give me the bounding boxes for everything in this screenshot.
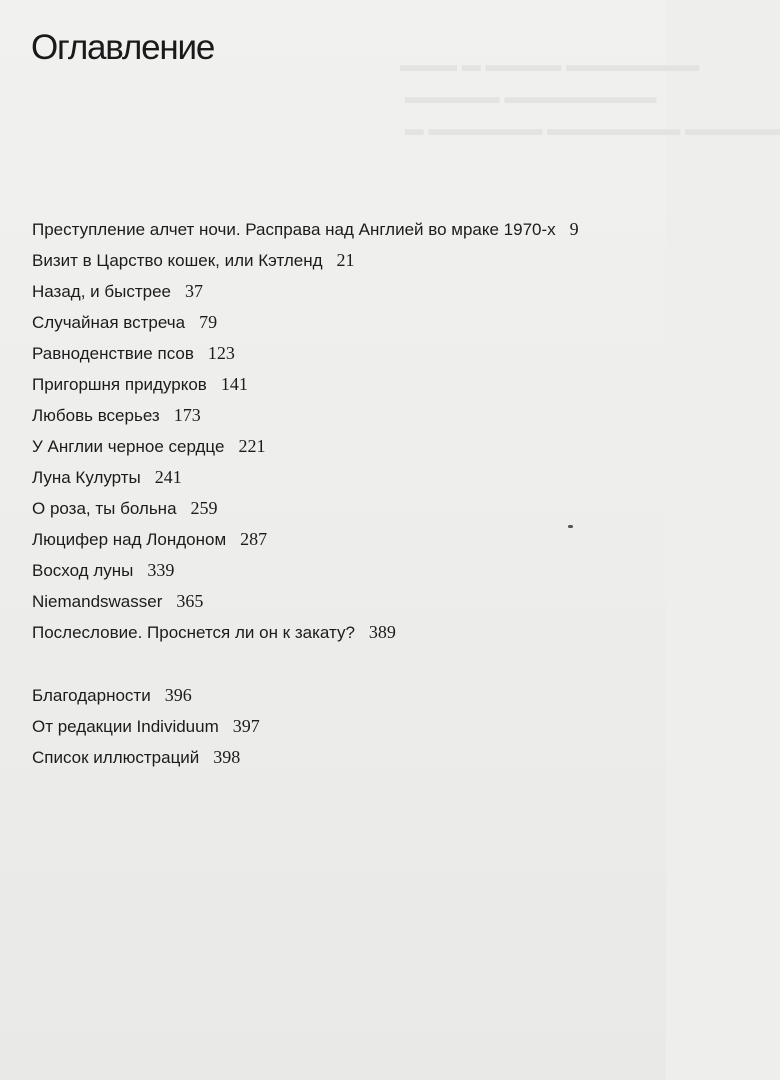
toc-page-number: 398 [213, 747, 241, 767]
toc-entry [32, 431, 642, 462]
toc-entry-title: Визит в Царство кошек, или Кэтленд [32, 251, 323, 270]
toc-entry [32, 586, 642, 617]
toc-entry-title: Преступление алчет ночи. Расправа над Англией во мраке 1970-х [32, 220, 556, 239]
toc-entry-title: У Англии черное сердце [32, 437, 225, 456]
toc-entry [32, 555, 642, 586]
toc-entry [32, 307, 642, 338]
table-of-contents [32, 214, 642, 773]
toc-page-number: 287 [240, 529, 268, 549]
toc-page-number: 141 [220, 374, 248, 394]
toc-entry-back-matter [32, 742, 642, 773]
toc-page-number: 259 [190, 498, 218, 518]
toc-page-number: 9 [569, 219, 579, 239]
toc-entry [32, 369, 642, 400]
toc-entry-title: Случайная встреча [32, 313, 186, 332]
toc-page-number: 21 [336, 250, 355, 270]
ink-speck [568, 525, 573, 528]
toc-entry-title: Список иллюстраций [32, 748, 200, 767]
toc-entry-back-matter [32, 680, 642, 711]
toc-entry-title: От редакции Individuum [32, 717, 219, 736]
toc-entry [32, 214, 642, 245]
toc-entry-back-matter [32, 711, 642, 742]
toc-entry [32, 338, 642, 369]
toc-entry-title: Восход луны [32, 561, 134, 580]
toc-page-number: 79 [199, 312, 218, 332]
toc-entry-title: Любовь всерьез [32, 406, 160, 425]
toc-entry-title: Благодарности [32, 686, 151, 705]
toc-entry [32, 524, 642, 555]
toc-entry [32, 462, 642, 493]
toc-entry-title: Назад, и быстрее [32, 282, 171, 301]
toc-page-number: 339 [147, 560, 175, 580]
toc-entry [32, 493, 642, 524]
page-title: Оглавление [31, 28, 215, 67]
toc-page-number: 241 [154, 467, 182, 487]
toc-entry-title: Луна Кулурты [32, 468, 141, 487]
toc-page-number: 396 [164, 685, 192, 705]
toc-entry [32, 617, 642, 648]
toc-page-number: 123 [207, 343, 235, 363]
toc-page-number: 389 [368, 622, 396, 642]
toc-entry-title: Люцифер над Лондоном [32, 530, 227, 549]
toc-page-number: 37 [184, 281, 203, 301]
toc-entry-title: Пригоршня придурков [32, 375, 207, 394]
toc-page-number: 221 [238, 436, 266, 456]
toc-entry [32, 400, 642, 431]
show-through-text: ▬▬▬ ▬ ▬▬▬▬ ▬▬▬▬▬▬▬ ▬▬▬▬▬ ▬▬▬▬▬▬▬▬ ▬ ▬▬▬▬▬▬ ▬▬▬▬▬▬▬ ▬▬▬▬▬ [400, 55, 780, 140]
toc-entry [32, 276, 642, 307]
toc-entry-title: Niemandswasser [32, 592, 163, 611]
toc-page-number: 173 [173, 405, 201, 425]
toc-entry-title: Равноденствие псов [32, 344, 194, 363]
toc-entry [32, 245, 642, 276]
toc-entry-title: Послесловие. Проснется ли он к закату? [32, 623, 355, 642]
toc-page-number: 397 [232, 716, 260, 736]
toc-entry-title: О роза, ты больна [32, 499, 177, 518]
toc-page-number: 365 [176, 591, 204, 611]
